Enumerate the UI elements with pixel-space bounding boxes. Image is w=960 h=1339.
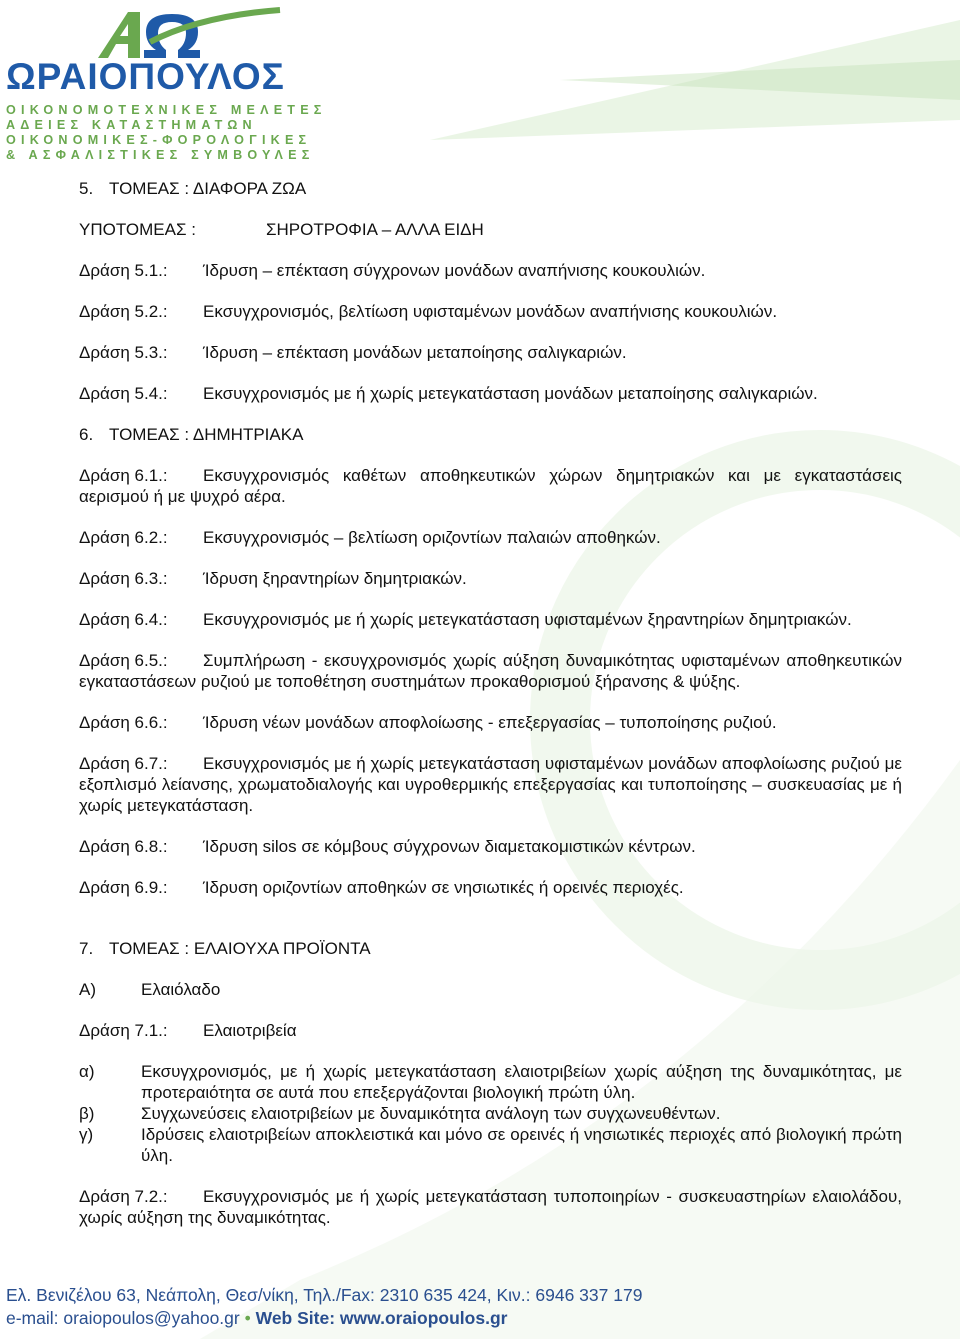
action-label: Δράση 7.2.: — [79, 1187, 168, 1206]
subsector-row — [79, 219, 902, 240]
footer-email[interactable]: e-mail: oraiopoulos@yahoo.gr — [6, 1308, 240, 1328]
action-label: Δράση 6.4.: — [79, 610, 168, 629]
action-label: Δράση 6.6.: — [79, 713, 168, 732]
action-row — [79, 836, 902, 857]
action-text: Ίδρυση silos σε κόμβους σύγχρονων διαμετακομιστικών κέντρων. — [203, 837, 696, 856]
list-marker: γ) — [79, 1125, 94, 1144]
service-line: ΑΔΕΙΕΣ ΚΑΤΑΣΤΗΜΑΤΩΝ — [6, 118, 257, 132]
action-items-list — [79, 1061, 902, 1166]
action-text: Εκσυγχρονισμός με ή χωρίς μετεγκατάσταση τυποποιηρίων - συσκευαστηρίων ελαιολάδου, χωρίς αύξηση της δυναμικότητας. — [79, 1187, 902, 1227]
action-label: Δράση 6.3.: — [79, 569, 168, 588]
section-heading — [79, 424, 902, 445]
letterhead — [0, 0, 960, 170]
action-row — [79, 712, 902, 733]
action-text: Εκσυγχρονισμός – βελτίωση οριζοντίων παλαιών αποθηκών. — [203, 528, 661, 547]
action-row — [79, 383, 902, 404]
action-text: Ίδρυση ξηραντηρίων δημητριακών. — [203, 569, 467, 588]
subsector-label: ΥΠΟΤΟΜΕΑΣ : — [79, 220, 196, 239]
action-label: Δράση 6.7.: — [79, 754, 168, 773]
list-item — [79, 1124, 902, 1166]
action-paragraph — [79, 650, 902, 692]
action-label: Δράση 6.8.: — [79, 837, 168, 856]
action-row — [79, 342, 902, 363]
action-row — [79, 527, 902, 548]
list-text: Εκσυγχρονισμός, με ή χωρίς μετεγκατάσταση ελαιοτριβείων χωρίς αύξηση της δυναμικότητας, με προτεραιότητα σε αυτά που επεξεργάζονται βιολογική πρώτη ύλη. — [141, 1062, 902, 1102]
section-title: ΤΟΜΕΑΣ : ΕΛΑΙΟΥΧΑ ΠΡΟΪΟΝΤΑ — [109, 939, 371, 958]
action-row — [79, 568, 902, 589]
section-number: 6. — [79, 425, 94, 444]
subsector-value: ΣΗΡΟΤΡΟΦΙΑ – ΑΛΛΑ ΕΙΔΗ — [266, 220, 484, 239]
action-text: Εκσυγχρονισμός καθέτων αποθηκευτικών χώρων δημητριακών και με εγκαταστάσεις αερισμού ή με ψυχρό αέρα. — [79, 466, 902, 506]
action-label: Δράση 5.1.: — [79, 261, 168, 280]
action-row — [79, 1020, 902, 1041]
subsector-row — [79, 979, 902, 1000]
action-text: Εκσυγχρονισμός με ή χωρίς μετεγκατάσταση μονάδων μεταποίησης σαλιγκαριών. — [203, 384, 818, 403]
subsector-value: Ελαιόλαδο — [141, 980, 221, 999]
action-text: Εκσυγχρονισμός με ή χωρίς μετεγκατάσταση υφισταμένων ξηραντηρίων δημητριακών. — [203, 610, 852, 629]
list-marker: α) — [79, 1062, 95, 1081]
action-row — [79, 301, 902, 322]
action-paragraph — [79, 753, 902, 816]
action-text: Ελαιοτριβεία — [203, 1021, 297, 1040]
footer-website[interactable]: Web Site: www.oraiopoulos.gr — [255, 1308, 508, 1328]
action-text: Συμπλήρωση - εκσυγχρονισμός χωρίς αύξηση δυναμικότητας υφισταμένων αποθηκευτικών εγκαταστάσεων ρυζιού με τοποθέτηση συστημάτων προκαθορισμού ξήρανσης & ψύξης. — [79, 651, 902, 691]
service-line: & ΑΣΦΑΛΙΣΤΙΚΕΣ ΣΥΜΒΟΥΛΕΣ — [6, 148, 315, 162]
action-paragraph — [79, 465, 902, 507]
services-list — [6, 103, 327, 163]
bullet-separator: • — [244, 1308, 251, 1328]
action-text: Ίδρυση οριζοντίων αποθηκών σε νησιωτικές ή ορεινές περιοχές. — [203, 878, 684, 897]
section-title: ΤΟΜΕΑΣ : ΔΙΑΦΟΡΑ ΖΩΑ — [109, 179, 307, 198]
service-line: ΟΙΚΟΝΟΜΟΤΕΧΝΙΚΕΣ ΜΕΛΕΤΕΣ — [6, 103, 327, 117]
list-item — [79, 1103, 902, 1124]
action-row — [79, 260, 902, 281]
action-text: Ίδρυση – επέκταση σύγχρονων μονάδων αναπήνισης κουκουλιών. — [203, 261, 706, 280]
action-text: Ίδρυση – επέκταση μονάδων μεταποίησης σαλιγκαριών. — [203, 343, 627, 362]
action-label: Δράση 5.2.: — [79, 302, 168, 321]
section-number: 5. — [79, 179, 94, 198]
action-label: Δράση 6.1.: — [79, 466, 168, 485]
logo-mark-icon — [90, 6, 290, 62]
footer-contact — [6, 1307, 642, 1330]
action-row — [79, 877, 902, 898]
footer-address: Ελ. Βενιζέλου 63, Νεάπολη, Θεσ/νίκη, Τηλ./Fax: 2310 635 424, Κιν.: 6946 337 179 — [6, 1285, 643, 1305]
section-heading — [79, 938, 902, 959]
document-body — [79, 178, 902, 1248]
section-title: ΤΟΜΕΑΣ : ΔΗΜΗΤΡΙΑΚΑ — [109, 425, 304, 444]
brand-name: ΩΡΑΙΟΠΟΥΛΟΣ — [6, 56, 285, 97]
section-number: 7. — [79, 939, 94, 958]
subsector-label: Α) — [79, 980, 96, 999]
action-label: Δράση 5.4.: — [79, 384, 168, 403]
action-label: Δράση 6.9.: — [79, 878, 168, 897]
list-marker: β) — [79, 1104, 95, 1123]
service-line: ΟΙΚΟΝΟΜΙΚΕΣ-ΦΟΡΟΛΟΓΙΚΕΣ — [6, 133, 312, 147]
list-text: Ιδρύσεις ελαιοτριβείων αποκλειστικά και μόνο σε ορεινές ή νησιωτικές περιοχές από βιολογική πρώτη ύλη. — [141, 1125, 902, 1165]
action-text: Ίδρυση νέων μονάδων αποφλοίωσης - επεξεργασίας – τυποποίησης ρυζιού. — [203, 713, 777, 732]
action-label: Δράση 7.1.: — [79, 1021, 168, 1040]
action-paragraph — [79, 609, 902, 630]
action-text: Εκσυγχρονισμός, βελτίωση υφισταμένων μονάδων αναπήνισης κουκουλιών. — [203, 302, 778, 321]
list-item — [79, 1061, 902, 1103]
action-text: Εκσυγχρονισμός με ή χωρίς μετεγκατάσταση υφισταμένων μονάδων αποφλοίωσης ρυζιού με εξοπλισμό λείανσης, χρωματοδιαλογής και υγροθερμικής επεξεργασίας και τυποποίησης – συσκευασίας με ή χωρίς μετεγκατάσταση. — [79, 754, 902, 815]
action-paragraph — [79, 1186, 902, 1228]
action-label: Δράση 5.3.: — [79, 343, 168, 362]
list-text: Συγχωνεύσεις ελαιοτριβείων με δυναμικότητα ανάλογη των συγχωνευθέντων. — [141, 1104, 721, 1123]
letterhead-footer — [6, 1284, 642, 1330]
section-heading — [79, 178, 902, 199]
action-label: Δράση 6.5.: — [79, 651, 168, 670]
action-label: Δράση 6.2.: — [79, 528, 168, 547]
